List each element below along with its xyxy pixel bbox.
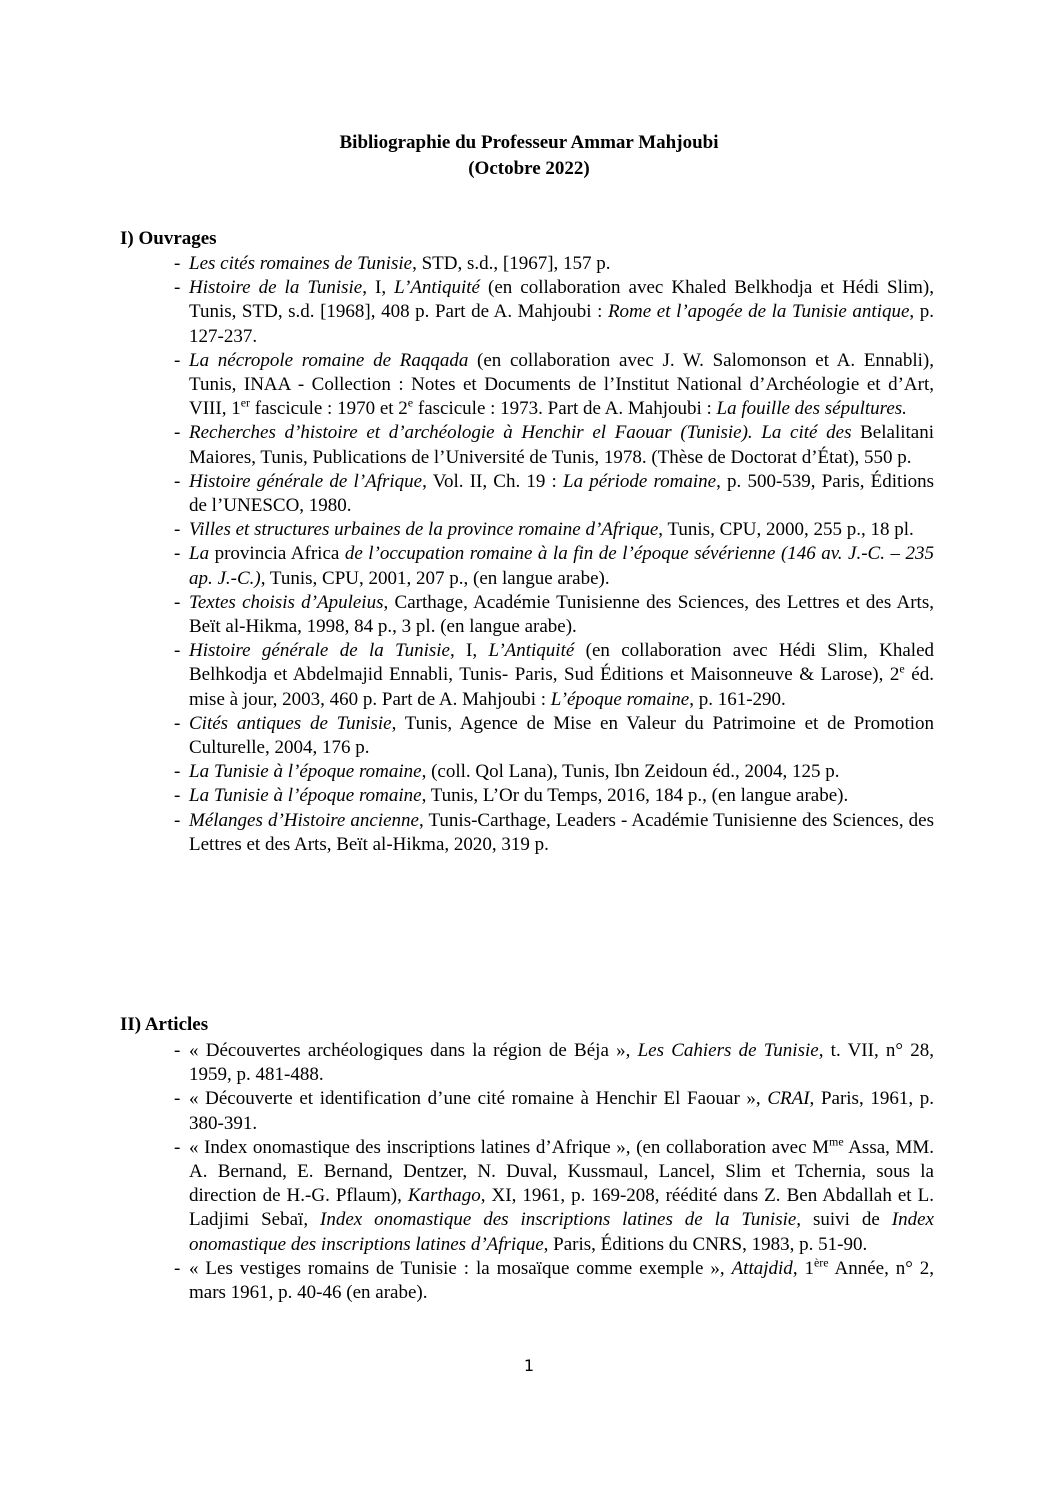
entry-text: (en collaboration avec J. W. Salomonson et A. Ennabli), Tunis, INAA - Collection : Notes et Documents de l’Institut National d’Archéologie et d’Art, VIII, 1 <box>189 349 934 420</box>
section-heading-ouvrages: I) Ouvrages <box>120 228 217 249</box>
italic-title: L’époque romaine <box>550 688 690 710</box>
italic-title: La <box>189 543 210 565</box>
italic-title: La période romaine <box>563 470 717 492</box>
ouvrages-list <box>174 252 934 857</box>
bibliography-entry <box>174 1039 934 1087</box>
italic-title: Karthago <box>407 1185 481 1207</box>
italic-title: de l’occupation romaine à la fin de l’époque sévérienne (146 av. J.-C. – 235 ap. J.-C.) <box>189 543 934 589</box>
superscript: e <box>407 395 414 410</box>
document-date: (Octobre 2022) <box>468 158 590 179</box>
italic-title: La Tunisie à l’époque romaine <box>189 761 422 783</box>
italic-title: Rome et l’apogée de la Tunisie antique <box>607 301 910 323</box>
italic-title: Recherches d’histoire et d’archéologie à Henchir el Faouar (Tunisie). La cité des <box>189 422 852 444</box>
entry-text: « Découvertes archéologiques dans la région de Béja », <box>189 1040 638 1061</box>
entry-text: Belalitani Maiores, Tunis, Publications de l’Université de Tunis, 1978. (Thèse de Doctorat d’État), 550 p. <box>189 422 934 468</box>
superscript: e <box>899 662 905 677</box>
italic-title: Les Cahiers de Tunisie <box>637 1040 819 1061</box>
entry-text: , (coll. Qol Lana), Tunis, Ibn Zeidoun éd., 2004, 125 p. <box>421 761 840 783</box>
bibliography-entry <box>174 712 934 760</box>
italic-title: Histoire générale de l’Afrique <box>189 470 423 492</box>
bibliography-entry <box>174 349 934 422</box>
bibliography-entry <box>174 518 934 542</box>
italic-title: L’Antiquité <box>488 640 575 662</box>
entry-text: , XI, 1961, p. 169-208, réédité dans Z. Ben Abdallah et L. Ladjimi Sebaï, <box>189 1185 934 1231</box>
entry-text: fascicule : 1973. Part de A. Mahjoubi : <box>413 398 717 420</box>
entry-text: , I, <box>362 277 395 299</box>
entry-text: , t. VII, n° 28, 1959, p. 481-488. <box>189 1040 935 1086</box>
italic-title: Les cités romaines de Tunisie <box>189 253 413 274</box>
bibliography-entry <box>174 591 934 639</box>
entry-text: , Vol. II, Ch. 19 : <box>422 470 564 492</box>
bibliography-entry <box>174 760 934 784</box>
entry-text: (en collaboration avec Hédi Slim, Khaled Belhkodja et Abdelmajid Ennabli, Tunis- Paris, Sud Éditions et Maisonneuve & Larose), 2 <box>189 640 934 686</box>
italic-title: Villes et structures urbaines de la province romaine d’Afrique <box>189 519 659 541</box>
italic-title: Histoire générale de la Tunisie <box>189 640 450 662</box>
entry-text: « Index onomastique des inscriptions latines d’Afrique », (en collaboration avec M <box>189 1136 830 1158</box>
italic-title: Histoire de la Tunisie <box>189 277 363 299</box>
entry-text: Assa, MM. A. Bernand, E. Bernand, Dentzer, N. Duval, Kussmaul, Lancel, Slim et Tchernia, sous la direction de H.-G. Pflaum), <box>189 1136 934 1207</box>
superscript: me <box>829 1134 844 1149</box>
bibliography-entry <box>174 784 934 808</box>
entry-text: Année, n° 2, mars 1961, p. 40-46 (en arabe). <box>189 1257 935 1304</box>
italic-title: CRAI <box>767 1088 810 1110</box>
bibliography-entry <box>174 276 934 349</box>
entry-text: , 1 <box>792 1257 814 1279</box>
italic-title: L’Antiquité <box>394 277 480 299</box>
bibliography-entry <box>174 639 934 712</box>
entry-text: , p. 500-539, Paris, Éditions de l’UNESCO, 1980. <box>189 470 934 517</box>
bibliography-entry <box>174 1257 934 1305</box>
bibliography-entry <box>174 542 934 590</box>
entry-text: provincia Africa <box>209 543 345 565</box>
entry-text: , Tunis, CPU, 2000, 255 p., 18 pl. <box>658 519 914 541</box>
entry-text: , I, <box>449 640 489 662</box>
superscript: ère <box>813 1255 829 1270</box>
page-number: 1 <box>523 1356 535 1375</box>
italic-title: La Tunisie à l’époque romaine <box>189 785 422 807</box>
articles-list <box>174 1039 934 1305</box>
entry-text: , Tunis, L’Or du Temps, 2016, 184 p., (en langue arabe). <box>421 785 849 807</box>
entry-text: , Carthage, Académie Tunisienne des Sciences, des Lettres et des Arts, Beït al-Hikma, 1998, 84 p., 3 pl. (en langue arabe). <box>189 591 934 638</box>
italic-title: Attajdid <box>731 1257 793 1279</box>
bibliography-entry <box>174 1136 934 1257</box>
entry-text: , Tunis-Carthage, Leaders - Académie Tunisienne des Sciences, des Lettres et des Arts, Beït al-Hikma, 2020, 319 p. <box>189 809 934 855</box>
entry-text: suivi de <box>801 1209 892 1231</box>
italic-title: Index onomastique des inscriptions latines d’Afrique <box>189 1209 934 1255</box>
bibliography-entry <box>174 809 934 857</box>
entry-text: « Découverte et identification d’une cité romaine à Henchir El Faouar », <box>189 1088 768 1110</box>
bibliography-entry <box>174 1087 934 1135</box>
italic-title: Index onomastique des inscriptions latines de la Tunisie, <box>320 1209 802 1231</box>
entry-text: éd. mise à jour, 2003, 460 p. Part de A. Mahjoubi : <box>189 664 934 710</box>
entry-text: , Tunis, Agence de Mise en Valeur du Patrimoine et de Promotion Culturelle, 2004, 176 p. <box>189 712 934 759</box>
italic-title: La nécropole romaine de Raqqada <box>189 349 469 371</box>
italic-title: Mélanges d’Histoire ancienne <box>189 809 419 831</box>
entry-text: (en collaboration avec Khaled Belkhodja et Hédi Slim), Tunis, STD, s.d. [1968], 408 p. Part de A. Mahjoubi : <box>189 277 935 323</box>
italic-title: Textes choisis d’Apuleius <box>189 591 384 613</box>
italic-title: Cités antiques de Tunisie <box>189 712 392 734</box>
entry-text: fascicule : 1970 et 2 <box>250 398 408 420</box>
entry-text: , p. 127-237. <box>189 301 934 347</box>
entry-text: , STD, s.d., [1967], 157 p. <box>412 253 611 274</box>
section-heading-articles: II) Articles <box>120 1014 209 1035</box>
entry-text: , Paris, 1961, p. 380-391. <box>189 1088 934 1134</box>
bibliography-entry <box>174 421 934 469</box>
entry-text: , Tunis, CPU, 2001, 207 p., (en langue arabe). <box>260 567 610 589</box>
document-title: Bibliographie du Professeur Ammar Mahjoubi <box>339 132 719 153</box>
italic-title: La fouille des sépultures. <box>716 398 907 420</box>
bibliography-entry <box>174 470 934 518</box>
bibliography-entry <box>174 252 934 276</box>
entry-text: « Les vestiges romains de Tunisie : la mosaïque comme exemple », <box>189 1257 732 1279</box>
entry-text: , p. 161-290. <box>689 688 786 710</box>
entry-text: , Paris, Éditions du CNRS, 1983, p. 51-90. <box>543 1233 868 1255</box>
superscript: er <box>240 395 251 410</box>
